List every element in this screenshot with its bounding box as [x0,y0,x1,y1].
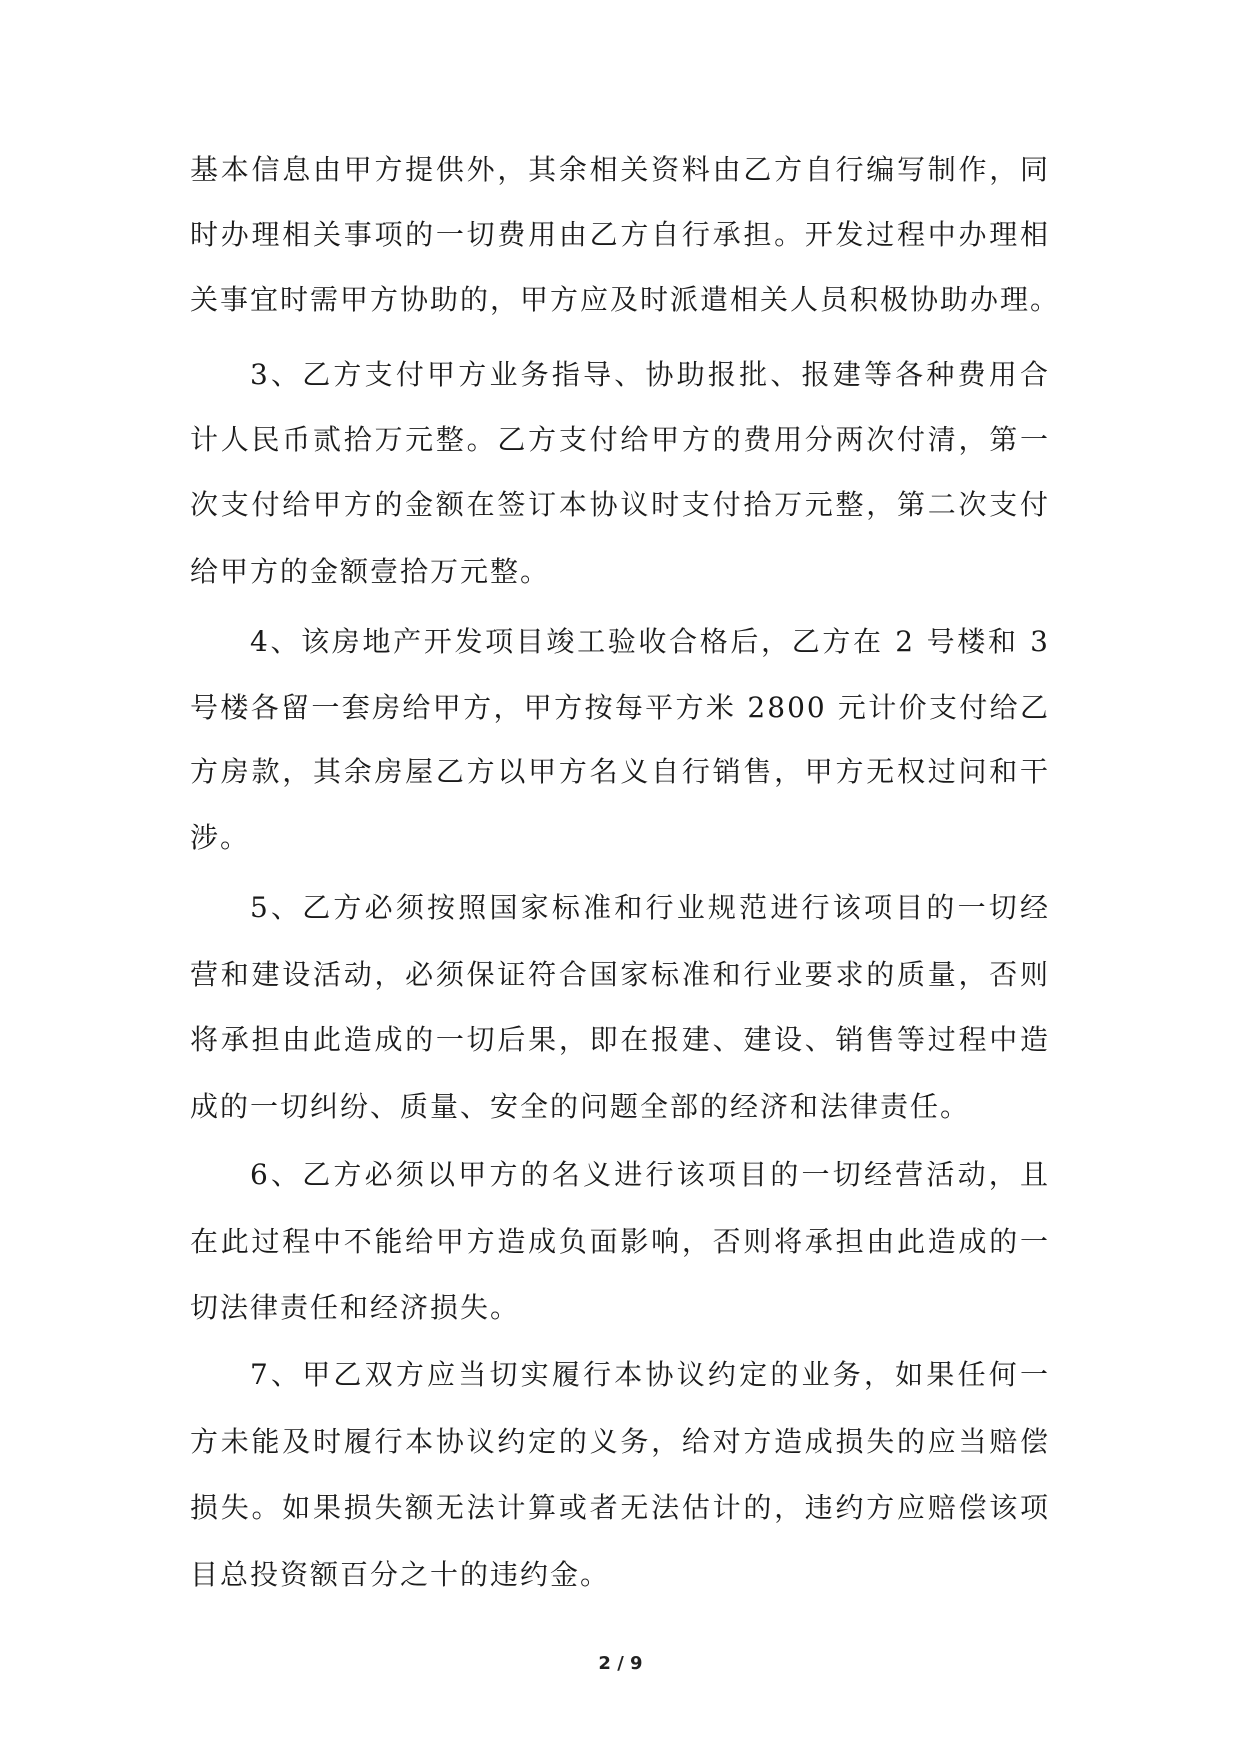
text-line: 成的一切纠纷、质量、安全的问题全部的经济和法律责任。 [190,1090,971,1123]
text-line: 损失。如果损失额无法计算或者无法估计的，违约方应赔偿该项 [190,1491,1050,1524]
text-line: 3、乙方支付甲方业务指导、协助报批、报建等各种费用合 [250,358,1050,391]
page-number: 2 / 9 [598,1653,643,1674]
text-line: 目总投资额百分之十的违约金。 [190,1558,611,1591]
text-line: 将承担由此造成的一切后果，即在报建、建设、销售等过程中造 [190,1023,1050,1056]
text-line: 时办理相关事项的一切费用由乙方自行承担。开发过程中办理相 [190,218,1050,251]
text-line: 5、乙方必须按照国家标准和行业规范进行该项目的一切经 [250,891,1050,924]
text-line: 7、甲乙双方应当切实履行本协议约定的业务，如果任何一 [250,1358,1050,1391]
text-line: 在此过程中不能给甲方造成负面影响，否则将承担由此造成的一 [190,1225,1050,1258]
text-line: 关事宜时需甲方协助的，甲方应及时派遣相关人员积极协助办理。 [190,283,1061,316]
text-line: 6、乙方必须以甲方的名义进行该项目的一切经营活动，且 [250,1158,1050,1191]
text-line: 给甲方的金额壹拾万元整。 [190,555,551,588]
text-line: 方房款，其余房屋乙方以甲方名义自行销售，甲方无权过问和干 [190,755,1050,788]
text-line: 营和建设活动，必须保证符合国家标准和行业要求的质量，否则 [190,958,1050,991]
text-line: 计人民币贰拾万元整。乙方支付给甲方的费用分两次付清，第一 [190,423,1050,456]
text-line: 涉。 [190,821,251,854]
text-line: 次支付给甲方的金额在签订本协议时支付拾万元整，第二次支付 [190,488,1050,521]
text-line: 号楼各留一套房给甲方，甲方按每平方米 2800 元计价支付给乙 [190,691,1050,724]
text-line: 4、该房地产开发项目竣工验收合格后，乙方在 2 号楼和 3 [250,625,1050,658]
text-line: 切法律责任和经济损失。 [190,1291,521,1324]
text-line: 方未能及时履行本协议约定的义务，给对方造成损失的应当赔偿 [190,1425,1050,1458]
text-line: 基本信息由甲方提供外，其余相关资料由乙方自行编写制作，同 [190,153,1050,186]
